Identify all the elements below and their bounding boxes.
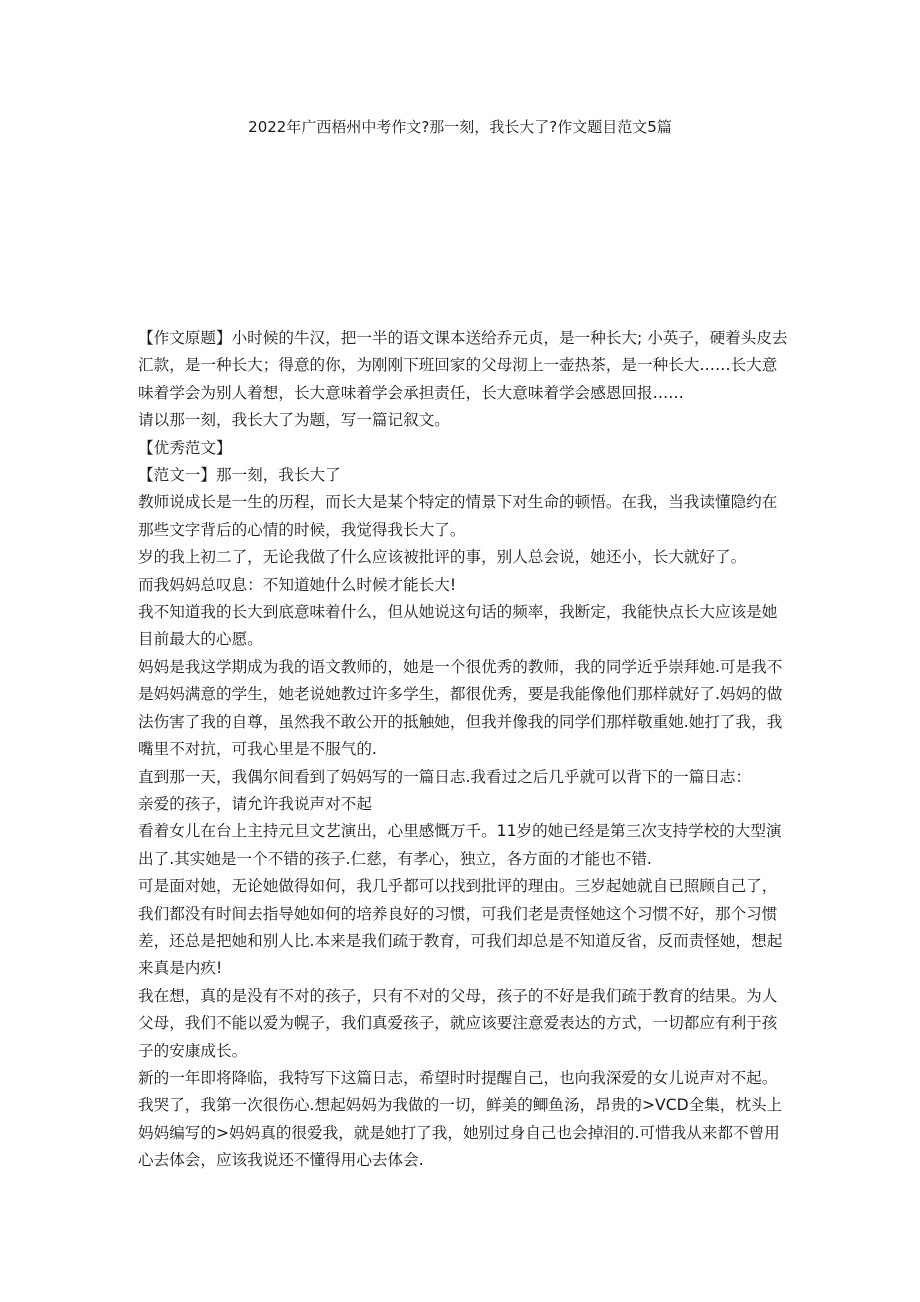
essay-one-heading: 【范文一】那一刻，我长大了 [138, 466, 341, 485]
document-body [138, 325, 788, 1175]
paragraph: 我不知道我的长大到底意味着什么，但从她说这句话的频率，我断定，我能快点长大应该是她目前最大的心愿。 [138, 603, 778, 649]
paragraph: 岁的我上初二了，无论我做了什么应该被批评的事，别人总会说，她还小，长大就好了。 [138, 548, 747, 567]
section-heading-excellent: 【优秀范文】 [138, 438, 232, 457]
paragraph: 而我妈妈总叹息：不知道她什么时候才能长大! [138, 575, 457, 594]
paragraph: 直到那一天，我偶尔间看到了妈妈写的一篇日志.我看过之后几乎就可以背下的一篇日志： [138, 767, 752, 786]
paragraph: 我在想，真的是没有不对的孩子，只有不对的父母，孩子的不好是我们疏于教育的结果。为人父母，我们不能以爱为幌子，我们真爱孩子，就应该要注意爱表达的方式，一切都应有利于孩子的安康成长。 [138, 986, 778, 1060]
paragraph: 我哭了，我第一次很伤心.想起妈妈为我做的一切，鲜美的鲫鱼汤，昂贵的>VCD全集，枕头上妈妈编写的>妈妈真的很爱我，就是她打了我，她别过身自己也会掉泪的.可惜我从来都不曾用心去体会，应该我说还不懂得用心去体会. [138, 1096, 783, 1170]
paragraph: 可是面对她，无论她做得如何，我几乎都可以找到批评的理由。三岁起她就自已照顾自己了，我们都没有时间去指导她如何的培养良好的习惯，可我们老是责怪她这个习惯不好，那个习惯差，还总是把她和别人比.本来是我们疏于教育，可我们却总是不知道反省，反而责怪她，想起来真是内疚! [138, 877, 783, 978]
paragraph-instruction: 请以那一刻，我长大了为题，写一篇记叙文。 [138, 411, 450, 430]
paragraph: 妈妈是我这学期成为我的语文教师的，她是一个很优秀的教师，我的同学近乎崇拜她.可是我不是妈妈满意的学生，她老说她教过许多学生，都很优秀，要是我能像他们那样就好了.妈妈的做法伤害了我的自尊，虽然我不敢公开的抵触她，但我并像我的同学们那样敬重她.她打了我，我嘴里不对抗，可我心里是不服气的. [138, 657, 783, 759]
paragraph-prompt: 【作文原题】小时候的牛汉，把一半的语文课本送给乔元贞，是一种长大; 小英子，硬着头皮去汇款，是一种长大；得意的你，为刚刚下班回家的父母沏上一壶热茶，是一种长大……长大意味着学会为别人着想，长大意味着学会承担责任，长大意味着学会感恩回报…… [138, 329, 788, 402]
paragraph: 看着女儿在台上主持元旦文艺演出，心里感慨万千。11岁的她已经是第三次支持学校的大型演出了.其实她是一个不错的孩子.仁慈，有孝心，独立，各方面的才能也不错. [138, 822, 782, 868]
document-title: 2022年广西梧州中考作文?那一刻，我长大了?作文题目范文5篇 [248, 118, 672, 136]
diary-heading: 亲爱的孩子，请允许我说声对不起 [138, 794, 372, 813]
paragraph: 新的一年即将降临，我特写下这篇日志，希望时时提醒自己，也向我深爱的女儿说声对不起。 [138, 1068, 778, 1087]
paragraph: 教师说成长是一生的历程，而长大是某个特定的情景下对生命的顿悟。在我，当我读懂隐约在那些文字背后的心情的时候，我觉得我长大了。 [138, 493, 778, 539]
